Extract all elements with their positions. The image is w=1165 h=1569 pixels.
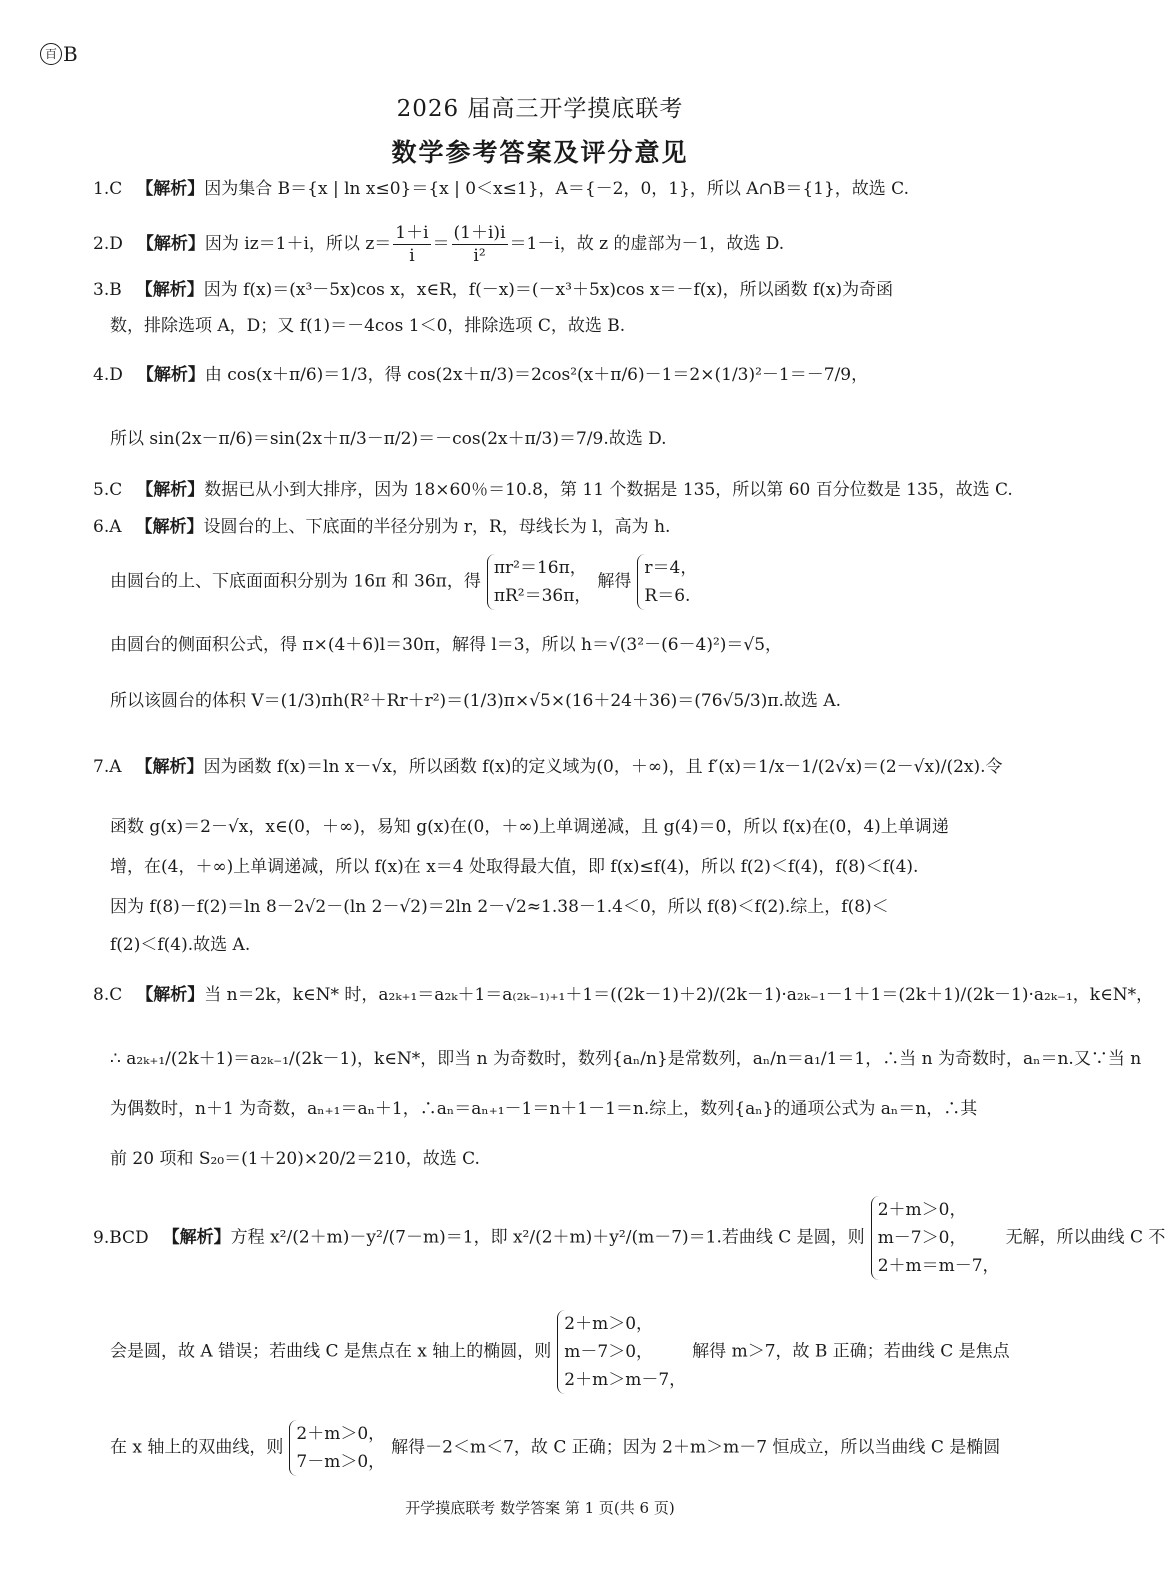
answer-q4: 4.D 【解析】由 cos(x＋π/6)＝1/3，得 cos(2x＋π/3)＝2cos²(x＋π/6)－1＝2×(1/3)²－1＝－7/9， [93, 360, 1040, 390]
jiexi-label: 【解析】 [135, 280, 204, 300]
jiexi-label: 【解析】 [162, 1227, 231, 1248]
answer-q3: 3.B 【解析】因为 f(x)＝(x³－5x)cos x，x∈R，f(－x)＝(－x³＋5x)cos x＝－f(x)，所以函数 f(x)为奇函 [93, 275, 1040, 305]
version-letter: B [63, 42, 78, 66]
q9-answer: 9.BCD [93, 1227, 149, 1248]
jiexi-label: 【解析】 [136, 179, 205, 199]
equation-system: 2＋m＞0， m－7＞0， 2＋m＞m－7， [557, 1310, 686, 1394]
equation-system: r＝4， R＝6. [637, 554, 697, 610]
q8-answer: 8.C [93, 985, 123, 1005]
answer-q7-line3: 增，在(4，＋∞)上单调递减，所以 f(x)在 x＝4 处取得最大值，即 f(x)≤f(4)，所以 f(2)＜f(4)，f(8)＜f(4). [110, 857, 919, 877]
answer-key-title: 数学参考答案及评分意见 [391, 138, 689, 167]
jiexi-label: 【解析】 [136, 480, 205, 500]
answer-q6-line2: 由圆台的上、下底面面积分别为 16π 和 36π，得 πr²＝16π， πR²＝36π， 解得 r＝4， R＝6. [110, 554, 1040, 610]
q7-answer: 7.A [93, 757, 122, 777]
q1-answer: 1.C [93, 179, 123, 199]
answer-q7: 7.A 【解析】因为函数 f(x)＝ln x－√x，所以函数 f(x)的定义域为(0，＋∞)，且 f′(x)＝1/x－1/(2√x)＝(2－√x)/(2x).令 [93, 752, 1040, 782]
answer-q7-line5: f(2)＜f(4).故选 A. [110, 935, 251, 955]
jiexi-label: 【解析】 [135, 757, 204, 777]
page-footer: 开学摸底联考 数学答案 第 1 页(共 6 页) [405, 1499, 675, 1517]
jiexi-label: 【解析】 [136, 985, 205, 1005]
answer-q9-line2: 会是圆，故 A 错误；若曲线 C 是焦点在 x 轴上的椭圆，则 2＋m＞0， m－7＞0， 2＋m＞m－7， 解得 m＞7，故 B 正确；若曲线 C 是焦点 [110, 1310, 1040, 1394]
answer-q8: 8.C 【解析】当 n＝2k，k∈N* 时，a₂ₖ₊₁＝a₂ₖ＋1＝a₍₂ₖ₋₁₎₊₁＋1＝((2k－1)＋2)/(2k－1)·a₂ₖ₋₁－1＋1＝(2k＋1)/(2k－1)·a₂ₖ₋₁，k∈N*， [93, 980, 1040, 1010]
answer-q8-line3: 为偶数时，n＋1 为奇数，aₙ₊₁＝aₙ＋1，∴aₙ＝aₙ₊₁－1＝n＋1－1＝n.综上，数列{aₙ}的通项公式为 aₙ＝n，∴其 [110, 1099, 978, 1119]
answer-q6-line4: 所以该圆台的体积 V＝(1/3)πh(R²＋Rr＋r²)＝(1/3)π×√5×(16＋24＋36)＝(76√5/3)π.故选 A. [110, 691, 842, 711]
jiexi-label: 【解析】 [136, 234, 205, 254]
answer-q1 [93, 174, 1040, 204]
paper-version-mark [40, 42, 78, 66]
answer-q7-line2: 函数 g(x)＝2－√x，x∈(0，＋∞)，易知 g(x)在(0，＋∞)上单调递减，且 g(4)＝0，所以 f(x)在(0，4)上单调递 [110, 817, 949, 837]
circle-mark: 百 [40, 43, 62, 65]
jiexi-label: 【解析】 [136, 365, 205, 385]
answer-q7-line4: 因为 f(8)－f(2)＝ln 8－2√2－(ln 2－√2)＝2ln 2－√2≈1.38－1.4＜0，所以 f(8)＜f(2).综上，f(8)＜ [110, 897, 889, 917]
answer-q8-line2: ∴ a₂ₖ₊₁/(2k＋1)＝a₂ₖ₋₁/(2k－1)，k∈N*，即当 n 为奇数时，数列{aₙ/n}是常数列，aₙ/n＝a₁/1＝1，∴当 n 为奇数时，aₙ＝n.又∵当 n [110, 1049, 1142, 1069]
q6-answer: 6.A [93, 517, 122, 537]
q1-text: 因为集合 B＝{x | ln x≤0}＝{x | 0＜x≤1}，A＝{－2，0，1}，所以 A∩B＝{1}，故选 C. [204, 179, 909, 199]
answer-q4-line2: 所以 sin(2x－π/6)＝sin(2x＋π/3－π/2)＝－cos(2x＋π/3)＝7/9.故选 D. [110, 429, 667, 449]
q2-answer: 2.D [93, 234, 123, 254]
exam-title: 2026 届高三开学摸底联考 [396, 96, 684, 122]
answer-q9: 9.BCD 【解析】方程 x²/(2＋m)－y²/(7－m)＝1，即 x²/(2＋m)＋y²/(m－7)＝1.若曲线 C 是圆，则 2＋m＞0， m－7＞0， 2＋m＝m－7， 无解，所以曲线 C 不 [93, 1196, 1040, 1280]
answer-q9-line3: 在 x 轴上的双曲线，则 2＋m＞0， 7－m＞0， 解得－2＜m＜7，故 C 正确；因为 2＋m＞m－7 恒成立，所以当曲线 C 是椭圆 [110, 1420, 1040, 1476]
answer-q8-line4: 前 20 项和 S₂₀＝(1＋20)×20/2＝210，故选 C. [110, 1149, 480, 1169]
q3-answer: 3.B [93, 280, 122, 300]
equation-system: πr²＝16π， πR²＝36π， [487, 554, 592, 610]
equation-system: 2＋m＞0， m－7＞0， 2＋m＝m－7， [871, 1196, 1000, 1280]
q4-answer: 4.D [93, 365, 123, 385]
equation-system: 2＋m＞0， 7－m＞0， [289, 1420, 385, 1476]
answer-q6: 6.A 【解析】设圆台的上、下底面的半径分别为 r，R，母线长为 l，高为 h. [93, 512, 1040, 542]
jiexi-label: 【解析】 [135, 517, 204, 537]
answer-q3-line2: 数，排除选项 A，D；又 f(1)＝－4cos 1＜0，排除选项 C，故选 B. [110, 316, 626, 336]
answer-q6-line3: 由圆台的侧面积公式，得 π×(4＋6)l＝30π，解得 l＝3，所以 h＝√(3²－(6－4)²)＝√5， [110, 635, 783, 655]
q5-answer: 5.C [93, 480, 123, 500]
answer-q2: 2.D 【解析】因为 iz＝1＋i，所以 z＝ $\frac{1+i}{i}$ ＝ $\frac{(1+i)i}{\text{i²}}$ ＝1－i，故 z 的虚部为－1，故选 D. [93, 223, 785, 266]
answer-q5: 5.C 【解析】数据已从小到大排序，因为 18×60％＝10.8，第 11 个数据是 135，所以第 60 百分位数是 135，故选 C. [93, 475, 1040, 505]
